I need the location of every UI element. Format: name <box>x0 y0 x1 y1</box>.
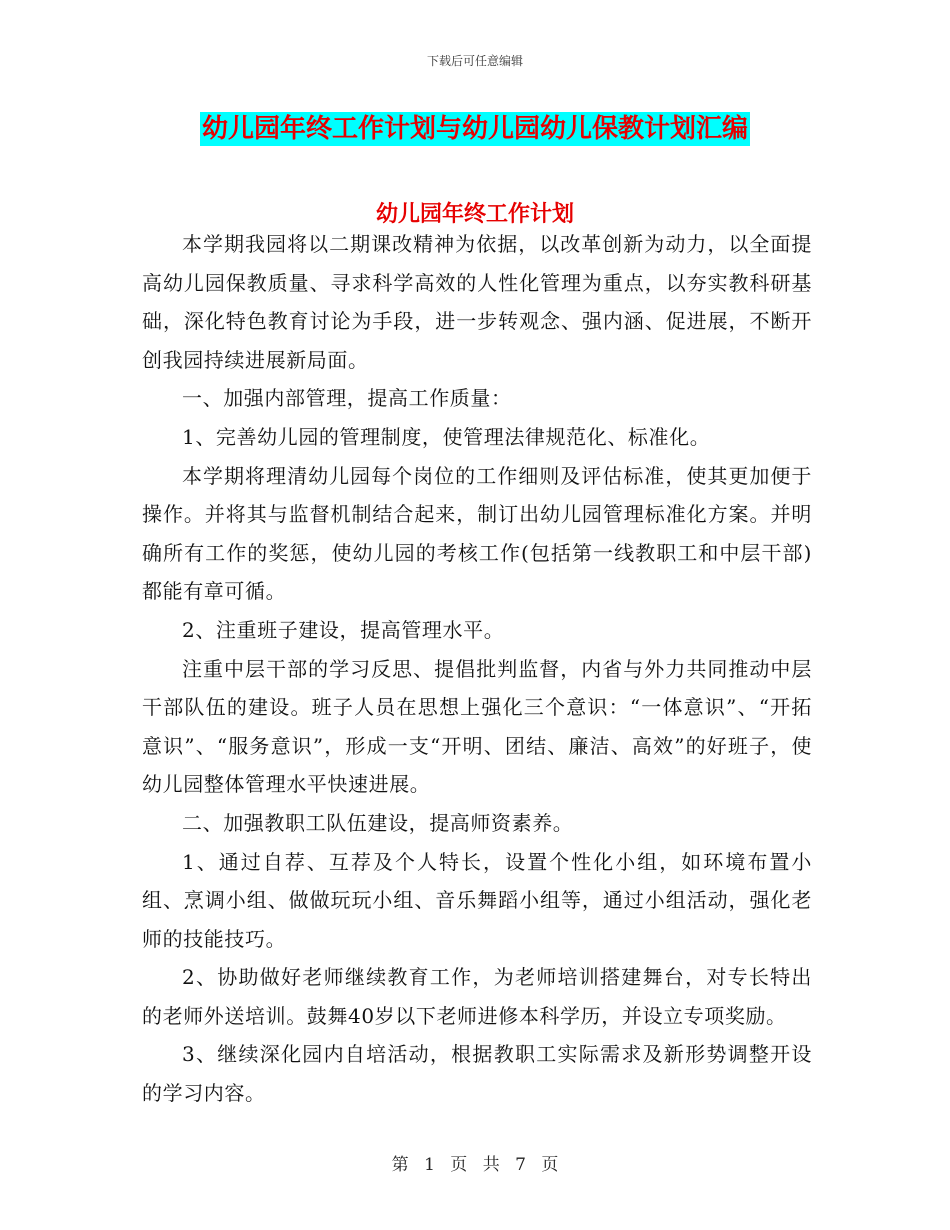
footer-page-total: 7 <box>515 1155 526 1175</box>
page-footer <box>0 1150 950 1175</box>
paragraph: 1、完善幼儿园的管理制度，使管理法律规范化、标准化。 <box>182 424 711 449</box>
document-title: 幼儿园年终工作计划与幼儿园幼儿保教计划汇编 <box>201 114 748 144</box>
paragraph: 注重中层干部的学习反思、提倡批判监督，内省与外力共同推动中层干部队伍的建设。班子人员在思想上强化三个意识：“一体意识”、“开拓意识”、“服务意识”，形成一支“开明、团结、廉洁、高效”的好班子，使幼儿园整体管理水平快速进展。 <box>142 656 812 797</box>
paragraph: 本学期我园将以二期课改精神为依据，以改革创新为动力，以全面提高幼儿园保教质量、寻求科学高效的人性化管理为重点，以夯实教科研基础，深化特色教育讨论为手段，进一步转观念、强内涵、促进展，不断开创我园持续进展新局面。 <box>142 232 812 372</box>
section-title: 幼儿园年终工作计划 <box>375 202 574 227</box>
paragraph: 1、通过自荐、互荐及个人特长，设置个性化小组，如环境布置小组、烹调小组、做做玩玩小组、音乐舞蹈小组等，通过小组活动，强化老师的技能技巧。 <box>142 849 812 951</box>
footer-label-mid2: 共 <box>482 1155 500 1175</box>
footer-page-current: 1 <box>424 1155 435 1175</box>
footer-label-prefix: 第 <box>391 1155 409 1175</box>
paragraph: 2、注重班子建设，提高管理水平。 <box>182 617 505 642</box>
document-title-container <box>0 112 950 146</box>
footer-label-suffix: 页 <box>541 1155 559 1175</box>
paragraph: 本学期将理清幼儿园每个岗位的工作细则及评估标准，使其更加便于操作。并将其与监督机制结合起来，制订出幼儿园管理标准化方案。并明确所有工作的奖惩，使幼儿园的考核工作(包括第一线教职工和中层干部)都能有章可循。 <box>142 463 812 604</box>
paragraph: 2、协助做好老师继续教育工作，为老师培训搭建舞台，对专长特出的老师外送培训。鼓舞40岁以下老师进修本科学历，并设立专项奖励。 <box>142 965 812 1028</box>
document-body <box>142 225 812 1113</box>
paragraph: 3、继续深化园内自培活动，根据教职工实际需求及新形势调整开设的学习内容。 <box>142 1042 812 1106</box>
paragraph: 二、加强教职工队伍建设，提高师资素养。 <box>182 810 574 835</box>
footer-label-mid1: 页 <box>450 1155 468 1175</box>
page-header-note: 下载后可任意编辑 <box>426 54 523 68</box>
paragraph: 一、加强内部管理，提高工作质量： <box>182 386 512 411</box>
